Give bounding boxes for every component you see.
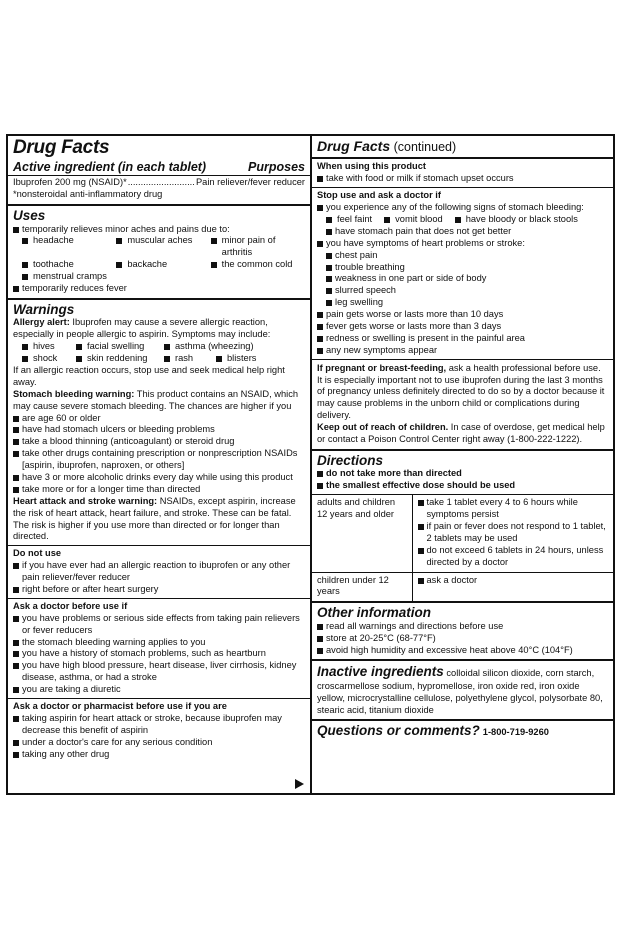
stop-use-section <box>312 187 613 356</box>
do-not-use-section <box>8 545 310 596</box>
heart-warning <box>13 496 305 544</box>
directions-heading: Directions <box>317 452 384 468</box>
list-item: have 3 or more alcoholic drinks every day while using this product <box>13 472 305 484</box>
drug-facts-title: Drug Facts <box>13 137 110 158</box>
list-item: asthma (wheezing) <box>164 341 305 353</box>
stop-line-2: you have symptoms of heart problems or stroke: <box>317 238 608 250</box>
list-item: any new symptoms appear <box>317 345 608 357</box>
leader-dots <box>128 177 195 189</box>
ask-pharmacist-section <box>8 698 310 760</box>
pregnancy-label: If pregnant or breast-feeding, <box>317 362 447 373</box>
list-item: the smallest effective dose should be used <box>317 480 608 492</box>
stomach-warning-text: This product contains an NSAID, which may cause severe stomach bleeding. The chances are higher if you <box>13 388 299 411</box>
child-age-cell: children under 12 years <box>312 572 412 601</box>
right-column <box>312 136 613 793</box>
stomach-warning-label: Stomach bleeding warning: <box>13 388 135 399</box>
list-item: blisters <box>216 353 305 365</box>
uses-heading: Uses <box>13 208 46 224</box>
list-item: chest pain <box>326 250 608 262</box>
purposes-heading: Purposes <box>248 159 305 174</box>
ingredient-purpose: Pain reliever/fever reducer <box>195 177 305 188</box>
keep-out-warning <box>317 422 608 446</box>
inactive-ingredients-heading: Inactive ingredients <box>317 664 444 680</box>
list-item: feel faint <box>326 214 372 226</box>
list-item: minor pain of arthritis <box>211 235 305 259</box>
continued-title-section <box>312 136 613 159</box>
list-item: vomit blood <box>384 214 443 226</box>
directions-table <box>312 494 613 601</box>
questions-row <box>317 723 608 739</box>
list-item: hives <box>22 341 76 353</box>
drug-facts-continued-title <box>317 138 608 154</box>
list-item: shock <box>22 353 76 365</box>
list-item: taking aspirin for heart attack or stroke, because ibuprofen may decrease this benefit of aspirin <box>13 713 305 737</box>
list-item: have bloody or black stools <box>455 214 578 226</box>
pregnancy-warning <box>317 363 608 422</box>
allergy-symptoms <box>13 341 305 365</box>
questions-phone: 1-800-719-9260 <box>482 727 549 738</box>
active-ingredient-heading: Active ingredient (in each tablet) <box>13 159 207 174</box>
continued-arrow-icon <box>295 779 304 789</box>
list-item: redness or swelling is present in the painful area <box>317 333 608 345</box>
adult-directions-cell <box>412 495 613 572</box>
list-item: skin reddening <box>76 353 164 365</box>
list-item: the stomach bleeding warning applies to you <box>13 637 305 649</box>
heart-warning-text: NSAIDs, except aspirin, increase the risk of heart attack, heart failure, and stroke. These can be fatal. The risk is higher if you use more than directed or for longer than directed. <box>13 495 296 542</box>
allergy-alert <box>13 317 305 341</box>
list-item: you are taking a diuretic <box>13 684 305 696</box>
ask-doctor-section <box>8 598 310 696</box>
list-item: take other drugs containing prescription or nonprescription NSAIDs [aspirin, ibuprofen, naproxen, or others] <box>13 448 305 472</box>
stomach-warning <box>13 389 305 413</box>
list-item: take 1 tablet every 4 to 6 hours while symptoms persist <box>418 497 609 521</box>
other-information-section <box>312 603 613 661</box>
uses-list <box>13 235 305 283</box>
ingredient-name: Ibuprofen 200 mg (NSAID)* <box>13 177 127 188</box>
list-item: trouble breathing <box>326 262 608 274</box>
list-item: menstrual cramps <box>22 271 116 283</box>
uses-line-2: temporarily reduces fever <box>13 283 305 295</box>
list-item: if pain or fever does not respond to 1 tablet, 2 tablets may be used <box>418 521 609 545</box>
drug-facts-label <box>6 134 615 795</box>
list-item: backache <box>116 259 210 271</box>
active-ingredient-header <box>8 160 310 176</box>
list-item: right before or after heart surgery <box>13 584 305 596</box>
warnings-section <box>8 300 310 793</box>
uses-section <box>8 206 310 300</box>
allergy-alert-text: Ibuprofen may cause a severe allergic reaction, especially in people allergic to aspirin. Symptoms may include: <box>13 317 271 340</box>
list-item: avoid high humidity and excessive heat above 40°C (104°F) <box>317 645 608 657</box>
list-item: rash <box>164 353 216 365</box>
do-not-use-heading: Do not use <box>13 548 62 559</box>
list-item: facial swelling <box>76 341 164 353</box>
list-item: do not take more than directed <box>317 468 608 480</box>
allergy-after: If an allergic reaction occurs, stop use and seek medical help right away. <box>13 364 285 387</box>
ingredient-footnote: *nonsteroidal anti-inflammatory drug <box>13 189 163 200</box>
list-item: have had stomach ulcers or bleeding problems <box>13 424 305 436</box>
ask-pharmacist-heading: Ask a doctor or pharmacist before use if you are <box>13 701 227 712</box>
list-item: ask a doctor <box>418 575 609 587</box>
list-item: weakness in one part or side of body <box>326 273 608 285</box>
list-item: headache <box>22 235 116 259</box>
inactive-ingredients-text: colloidal silicon dioxide, corn starch, croscarmellose sodium, hypromellose, iron oxide red, iron oxide yellow, microcrystalline cellulose, polyethylene glycol, polysorbate 80, stearic acid, titanium dioxide <box>317 668 603 715</box>
bleeding-signs <box>317 214 608 226</box>
keep-out-label: Keep out of reach of children. <box>317 422 449 433</box>
table-row <box>312 572 613 601</box>
left-column <box>8 136 312 793</box>
continued-title-suffix: (continued) <box>390 140 457 154</box>
list-item: do not exceed 6 tablets in 24 hours, unless directed by a doctor <box>418 545 609 569</box>
heart-warning-label: Heart attack and stroke warning: <box>13 495 158 506</box>
questions-section <box>312 721 613 793</box>
stop-use-heading: Stop use and ask a doctor if <box>317 190 441 201</box>
list-item: are age 60 or older <box>13 413 305 425</box>
list-item: take with food or milk if stomach upset occurs <box>317 173 608 185</box>
ingredient-row <box>13 177 305 189</box>
list-item: you have problems or serious side effects from taking pain relievers or fever reducers <box>13 613 305 637</box>
allergy-alert-label: Allergy alert: <box>13 317 70 328</box>
stop-line-1: you experience any of the following signs of stomach bleeding: <box>317 202 608 214</box>
keep-out-text: In case of overdose, get medical help or contact a Poison Control Center right away (1-800-222-1222). <box>317 422 605 444</box>
directions-section <box>312 451 613 603</box>
child-directions-cell <box>412 572 613 601</box>
uses-line-1: temporarily relieves minor aches and pains due to: <box>13 224 305 236</box>
inactive-ingredients-section <box>312 661 613 721</box>
other-information-heading: Other information <box>317 605 431 621</box>
list-item: you have high blood pressure, heart disease, liver cirrhosis, kidney disease, asthma, or had a stroke <box>13 660 305 684</box>
inactive-ingredients <box>317 663 608 716</box>
list-item: take a blood thinning (anticoagulant) or steroid drug <box>13 436 305 448</box>
list-item: slurred speech <box>326 285 608 297</box>
list-item: pain gets worse or lasts more than 10 days <box>317 309 608 321</box>
pregnancy-section <box>312 359 613 446</box>
list-item: toothache <box>22 259 116 271</box>
list-item: store at 20-25°C (68-77°F) <box>317 633 608 645</box>
list-item: take more or for a longer time than directed <box>13 484 305 496</box>
when-using-heading: When using this product <box>317 161 426 172</box>
list-item: muscular aches <box>116 235 210 259</box>
list-item: leg swelling <box>326 297 608 309</box>
list-item: have stomach pain that does not get better <box>326 226 608 238</box>
warnings-continued-section <box>312 159 613 450</box>
continued-title-main: Drug Facts <box>317 138 391 154</box>
list-item: if you have ever had an allergic reaction to ibuprofen or any other pain reliever/fever reducer <box>13 560 305 584</box>
list-item: under a doctor's care for any serious condition <box>13 737 305 749</box>
table-row <box>312 495 613 572</box>
list-item: fever gets worse or lasts more than 3 days <box>317 321 608 333</box>
questions-heading: Questions or comments? <box>317 723 480 739</box>
pregnancy-text: ask a health professional before use. It is especially important not to use ibuprofen during the last 3 months of pregnancy unless definitely directed to do so by a doctor because it may cause problems in the unborn child or complications during delivery. <box>317 362 605 421</box>
active-ingredient-section <box>8 136 310 206</box>
heart-signs <box>317 250 608 309</box>
adult-age-cell: adults and children 12 years and older <box>312 495 412 572</box>
list-item: the common cold <box>211 259 305 271</box>
warnings-heading: Warnings <box>13 301 75 317</box>
list-item: taking any other drug <box>13 749 305 761</box>
list-item: read all warnings and directions before use <box>317 621 608 633</box>
list-item: you have a history of stomach problems, such as heartburn <box>13 648 305 660</box>
ask-doctor-heading: Ask a doctor before use if <box>13 600 128 611</box>
